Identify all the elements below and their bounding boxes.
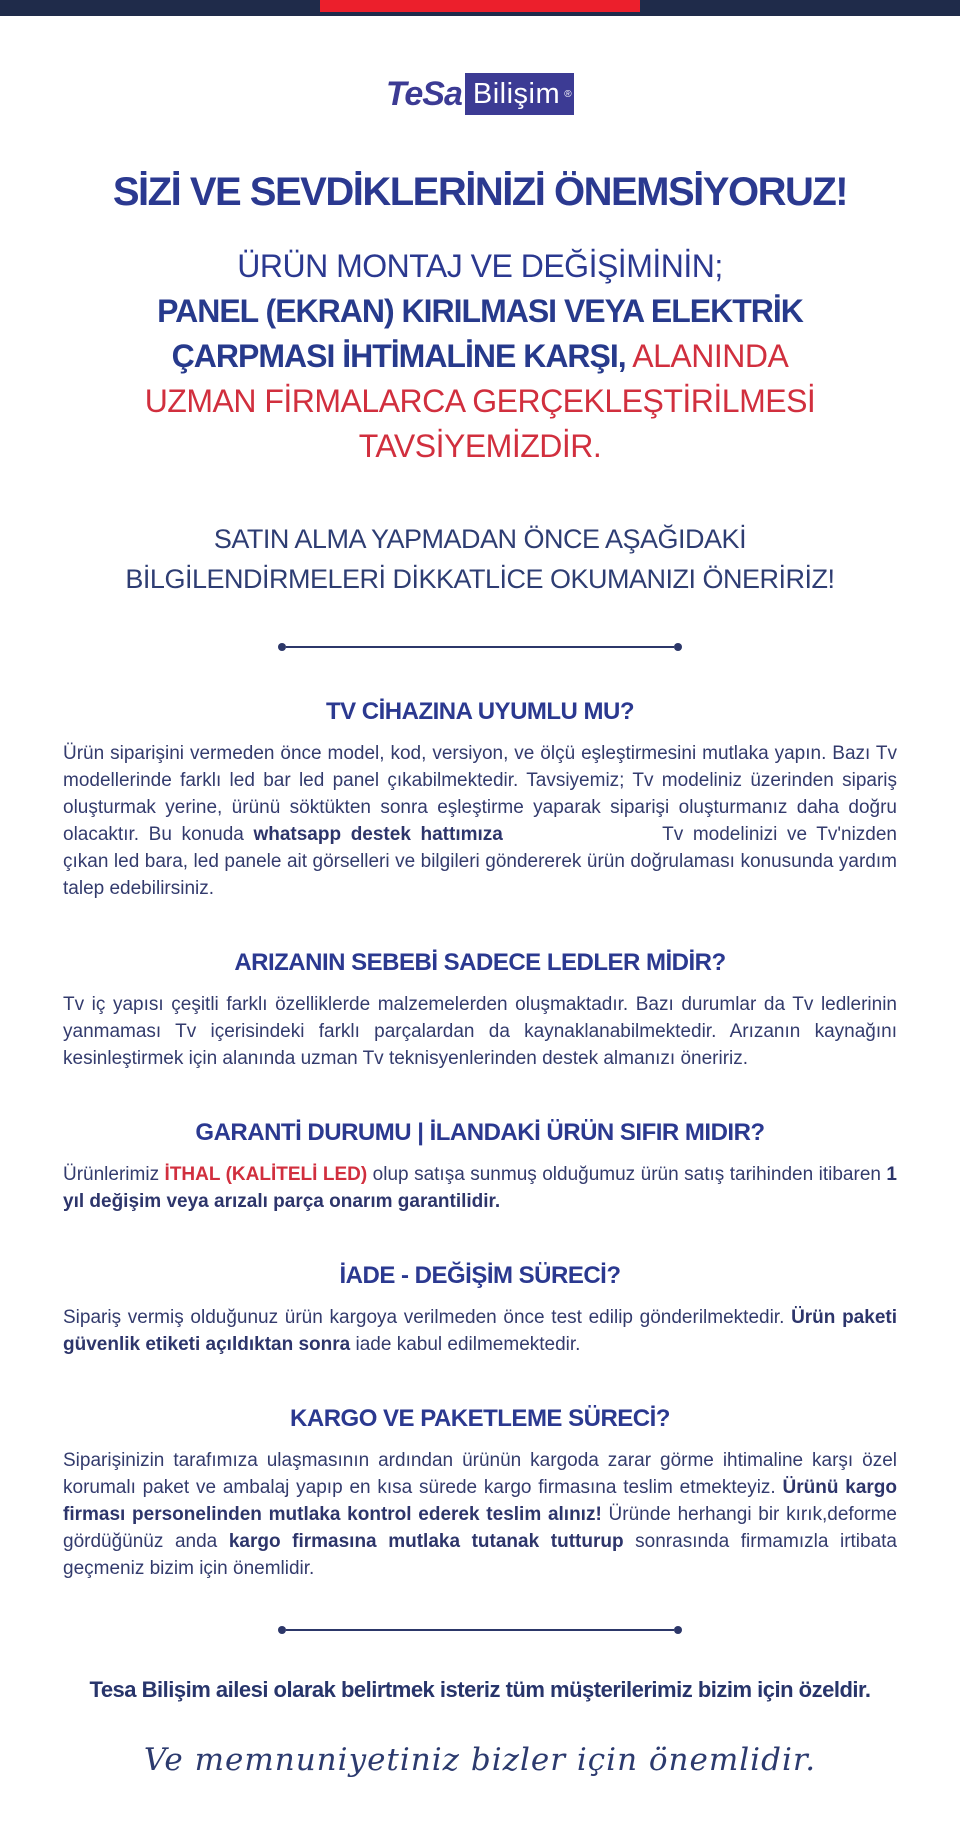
hero-title: SİZİ VE SEVDİKLERİNİZİ ÖNEMSİYORUZ! bbox=[112, 170, 848, 214]
text-segment: Ürünü kargo firması personelinden mutlaka kontrol ederek teslim alınız! bbox=[63, 1477, 898, 1525]
pre-purchase-notice bbox=[60, 519, 900, 599]
info-section bbox=[0, 1404, 960, 1582]
text-segment: İTHAL (KALİTELİ LED) bbox=[164, 1164, 368, 1185]
text-segment: olup satışa sunmuş olduğumuz ürün satış tarihinden itibaren bbox=[367, 1164, 887, 1185]
registered-trademark-icon: ® bbox=[564, 89, 573, 100]
text-segment: Ürünlerimiz bbox=[63, 1164, 165, 1185]
section-heading: TV CİHAZINA UYUMLU MU? bbox=[325, 698, 635, 725]
text-segment: Ürün paketi güvenlik etiketi açıldıktan sonra bbox=[63, 1307, 897, 1355]
tesa-bilisim-logo bbox=[386, 73, 574, 115]
info-sections bbox=[0, 697, 960, 1582]
text-segment: Ürün siparişini vermeden önce model, kod, versiyon, ve ölçü eşleştirmesini mutlaka yapın. Bazı Tv modellerinde farklı led bar led panel çıkabilmektedir. Tavsiyemiz; Tv modeliniz üzerinden sipariş oluşturmak yerine, ürünü söktükten sonra eşleştirme yaparak siparişi oluşturmanız daha doğru olacaktır. Bu konuda bbox=[63, 743, 897, 845]
hero-warning-block bbox=[60, 244, 900, 469]
text-segment: PANEL (EKRAN) KIRILMASI VEYA ELEKTRİK bbox=[157, 293, 803, 329]
section-heading: KARGO VE PAKETLEME SÜRECİ? bbox=[290, 1405, 670, 1432]
section-heading: ARIZANIN SEBEBİ SADECE LEDLER MİDİR? bbox=[234, 949, 726, 976]
section-paragraph bbox=[63, 1161, 897, 1215]
closing-statement: Tesa Bilişim ailesi olarak belirtmek isteriz tüm müşterilerimiz bizim için özeldir. bbox=[89, 1677, 871, 1702]
text-segment: kargo firmasına mutlaka tutanak tutturup bbox=[228, 1531, 624, 1552]
text-segment: ÜRÜN MONTAJ VE DEĞİŞİMİNİN; bbox=[237, 248, 723, 284]
info-section bbox=[0, 948, 960, 1072]
info-section bbox=[0, 1118, 960, 1215]
redacted-gap bbox=[503, 839, 653, 840]
top-color-bar bbox=[0, 0, 960, 16]
info-section bbox=[0, 697, 960, 902]
section-paragraph bbox=[63, 1447, 897, 1582]
section-heading: İADE - DEĞİŞİM SÜRECİ? bbox=[339, 1262, 621, 1289]
text-segment: BİLGİLENDİRMELERİ DİKKATLİCE OKUMANIZI ÖNERİRİZ! bbox=[125, 564, 835, 594]
section-heading: GARANTİ DURUMU | İLANDAKİ ÜRÜN SIFIR MIDIR? bbox=[195, 1119, 765, 1146]
divider-line bbox=[286, 1629, 674, 1631]
divider bbox=[278, 643, 682, 651]
signature-script-line: Ve memnuniyetiniz bizler için önemlidir. bbox=[143, 1742, 817, 1778]
text-segment: Tv modelinizi ve Tv'nizden çıkan led bara, led panele ait görselleri ve bilgileri göndererek ürün doğrulaması konusunda yardım talep edebilirsiniz. bbox=[63, 824, 897, 899]
text-segment: Üründe herhangi bir kırık,deforme gördüğünüz anda bbox=[63, 1504, 897, 1552]
logo-text-tesa: TeSa bbox=[385, 75, 462, 113]
text-segment: iade kabul edilmemektedir. bbox=[350, 1334, 581, 1355]
divider bbox=[278, 1626, 682, 1634]
section-paragraph bbox=[63, 991, 897, 1072]
top-bar-red-segment bbox=[320, 0, 640, 12]
text-segment: TAVSİYEMİZDİR. bbox=[358, 428, 602, 464]
logo-box-bilisim bbox=[465, 73, 574, 115]
text-segment: UZMAN FİRMALARCA GERÇEKLEŞTİRİLMESİ bbox=[144, 383, 816, 419]
text-segment: SATIN ALMA YAPMADAN ÖNCE AŞAĞIDAKİ bbox=[213, 524, 747, 554]
divider-dot-right bbox=[674, 1626, 682, 1634]
text-segment: 1 yıl değişim veya arızalı parça onarım garantilidir. bbox=[63, 1164, 897, 1212]
divider-line bbox=[286, 646, 674, 648]
text-segment: ÇARPMASI İHTİMALİNE KARŞI, bbox=[171, 338, 626, 374]
text-segment: Sipariş vermiş olduğunuz ürün kargoya verilmeden önce test edilip gönderilmektedir. bbox=[63, 1307, 792, 1328]
info-section bbox=[0, 1261, 960, 1358]
section-paragraph bbox=[63, 740, 897, 902]
text-segment: ALANINDA bbox=[625, 338, 789, 374]
logo-text-bilisim: Bilişim bbox=[472, 78, 561, 110]
divider-dot-left bbox=[278, 643, 286, 651]
text-segment: sonrasında firmamızla irtibata geçmeniz bizim için önemlidir. bbox=[63, 1531, 897, 1579]
logo-row bbox=[0, 72, 960, 116]
divider-dot-left bbox=[278, 1626, 286, 1634]
text-segment: whatsapp destek hattımıza bbox=[253, 824, 503, 845]
divider-dot-right bbox=[674, 643, 682, 651]
section-paragraph bbox=[63, 1304, 897, 1358]
text-segment: Tv iç yapısı çeşitli farklı özelliklerde malzemelerden oluşmaktadır. Bazı durumlar da Tv ledlerinin yanmaması Tv içerisindeki farklı parçalardan da kaynaklanabilmektedir. Arızanın kaynağını kesinleştirmek için alanında uzman Tv teknisyenlerinden destek almanızı öneririz. bbox=[63, 994, 897, 1069]
text-segment: Siparişinizin tarafımıza ulaşmasının ardından ürünün kargoda zarar görme ihtimaline karşı özel korumalı paket ve ambalaj yapıp en kısa sürede kargo firmasına teslim etmekteyiz. bbox=[63, 1450, 897, 1498]
